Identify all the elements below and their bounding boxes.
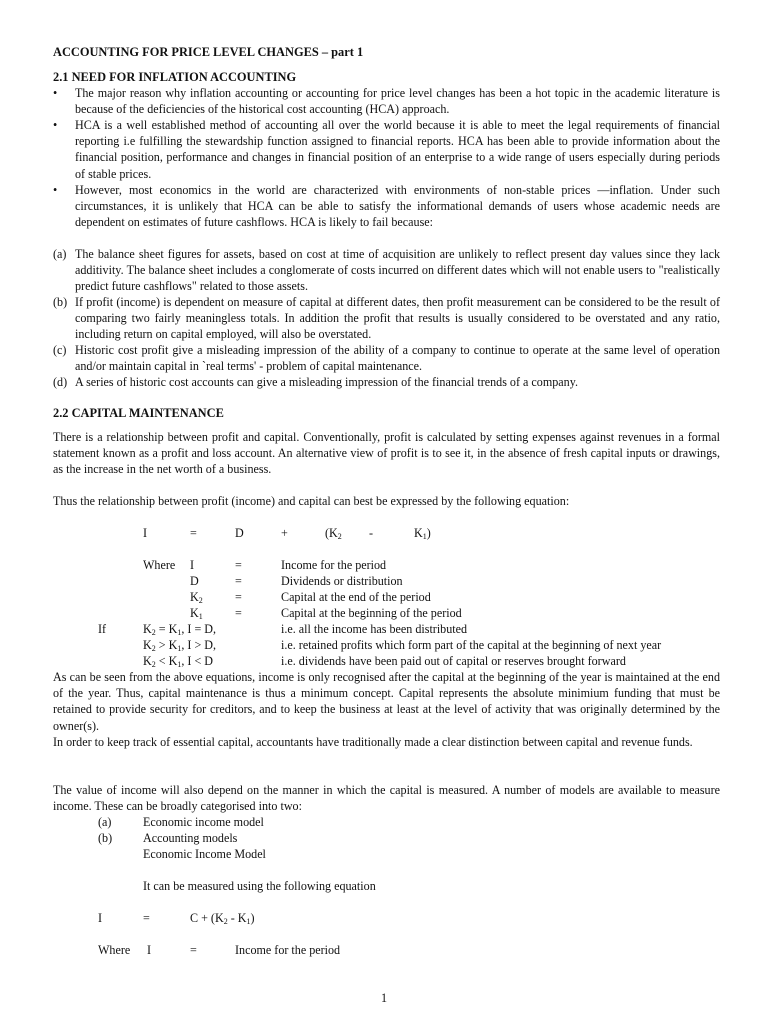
list-item-text: The balance sheet figures for assets, based on cost at time of acquisition are unlikely to reflect present day values since they lack additivity. The balance sheet includes a conglomerate of costs incurred on different dates which will not enable users to "realistically predict future cashflows" related to those assets.: [75, 247, 720, 294]
model-marker: (b): [98, 831, 113, 845]
bullet-marker: •: [53, 183, 58, 197]
model-marker: (a): [98, 815, 112, 829]
bullet-paragraph: However, most economics in the world are characterized with environments of non-stable prices —inflation. Under such circumstances, it is unlikely that HCA can be able to satisfy the informational demands of users whose academic needs are dependent on estimates of future cashflows. HCA is likely to fail because:: [75, 183, 720, 230]
definition-symbol: I: [147, 943, 152, 957]
definition-symbol: $K_2$: [190, 590, 203, 605]
equation-equals: =: [190, 526, 197, 540]
if-label: If: [98, 622, 107, 636]
model-text: Economic income model: [143, 815, 264, 829]
definition-symbol: D: [190, 574, 199, 588]
paragraph: The value of income will also depend on the manner in which the capital is measured. A number of models are available to measure income. These can be broadly categorised into two:: [53, 783, 720, 814]
list-item-marker: (d): [53, 375, 68, 389]
list-item-text: If profit (income) is dependent on measure of capital at different dates, then profit measurement can be considered to be the result of comparing two fairly meaningless totals. In addition the profit that results is usually considered to be overstated and any ratio, including return on capital employed, will also be overstated.: [75, 295, 720, 342]
definition-text: Capital at the beginning of the period: [281, 606, 462, 620]
equation-symbol: I: [143, 526, 148, 540]
list-item-text: A series of historic cost accounts can give a misleading impression of the financial trends of a company.: [75, 375, 578, 389]
condition-expression: $K_2 < K_1$, I < D: [143, 654, 214, 669]
definition-symbol: I: [190, 558, 195, 572]
page-number: 1: [380, 991, 388, 1005]
definition-text: Income for the period: [281, 558, 387, 572]
definition-text: Income for the period: [235, 943, 341, 957]
definition-text: Dividends or distribution: [281, 574, 403, 588]
model-text: Accounting models: [143, 831, 238, 845]
paragraph: There is a relationship between profit and capital. Conventionally, profit is calculated by setting expenses against revenues in a formal statement known as a profit and loss account. An alternative view of profit is to see it, in the absence of fresh capital inputs or drawings, as the increase in the net worth of a business.: [53, 430, 720, 477]
equation-term: $C + (K_2 - K_1)$: [190, 911, 255, 926]
document-title: ACCOUNTING FOR PRICE LEVEL CHANGES – part 1: [53, 45, 364, 59]
equation-plus: +: [281, 526, 288, 540]
equation-term: $K_1$): [414, 526, 431, 541]
definition-equals: =: [190, 943, 197, 957]
equation-symbol: D: [235, 526, 244, 540]
list-item-text: Historic cost profit give a misleading impression of the ability of a company to continue to operate at the same level of operation and/or maintain capital in `real terms' - problem of capital maintenance.: [75, 343, 720, 374]
sub-heading: Economic Income Model: [143, 847, 266, 861]
paragraph: It can be measured using the following equation: [143, 879, 376, 893]
definition-equals: =: [235, 590, 242, 604]
definition-text: Capital at the end of the period: [281, 590, 431, 604]
condition-expression: $K_2 > K_1$, I > D,: [143, 638, 217, 653]
condition-expression: $K_2 = K_1$, I = D,: [143, 622, 217, 637]
bullet-marker: •: [53, 118, 58, 132]
section-heading-2-2: 2.2 CAPITAL MAINTENANCE: [53, 406, 224, 420]
where-label: Where: [98, 943, 131, 957]
paragraph: Thus the relationship between profit (income) and capital can best be expressed by the following equation:: [53, 494, 570, 508]
bullet-paragraph: HCA is a well established method of accounting all over the world because it is able to meet the legal requirements of financial reporting i.e fulfilling the stewardship function assigned to financial reports. HCA has been able to provide information about the financial position, performance and changes in financial position of an enterprise to a wide range of users especially during periods of stable prices.: [75, 118, 720, 181]
condition-text: i.e. retained profits which form part of the capital at the beginning of next year: [281, 638, 662, 652]
where-label: Where: [143, 558, 176, 572]
definition-symbol: $K_1$: [190, 606, 203, 621]
bullet-paragraph: The major reason why inflation accounting or accounting for price level changes has been a hot topic in the academic literature is because of the deficiencies of the historical cost accounting (HCA) approach.: [75, 86, 720, 117]
equation-equals: =: [143, 911, 150, 925]
definition-equals: =: [235, 574, 242, 588]
paragraph: As can be seen from the above equations, income is only recognised after the capital at the beginning of the year is maintained at the end of the year. Thus, capital maintenance is thus a minimum concept. Capital represents the absolute minimium funding that must be retained to provide security for creditors, and to keep the business at least at the level of activity that was originally determined by the owner(s).: [53, 670, 720, 733]
condition-text: i.e. dividends have been paid out of capital or reserves brought forward: [281, 654, 626, 668]
definition-equals: =: [235, 558, 242, 572]
equation-symbol: I: [98, 911, 103, 925]
section-heading-2-1: 2.1 NEED FOR INFLATION ACCOUNTING: [53, 70, 297, 84]
list-item-marker: (c): [53, 343, 67, 357]
definition-equals: =: [235, 606, 242, 620]
bullet-marker: •: [53, 86, 58, 100]
condition-text: i.e. all the income has been distributed: [281, 622, 468, 636]
list-item-marker: (b): [53, 295, 68, 309]
list-item-marker: (a): [53, 247, 67, 261]
paragraph: In order to keep track of essential capital, accountants have traditionally made a clear distinction between capital and revenue funds.: [53, 735, 693, 749]
equation-minus: -: [369, 526, 374, 540]
equation-term: ($K_2$: [325, 526, 342, 541]
